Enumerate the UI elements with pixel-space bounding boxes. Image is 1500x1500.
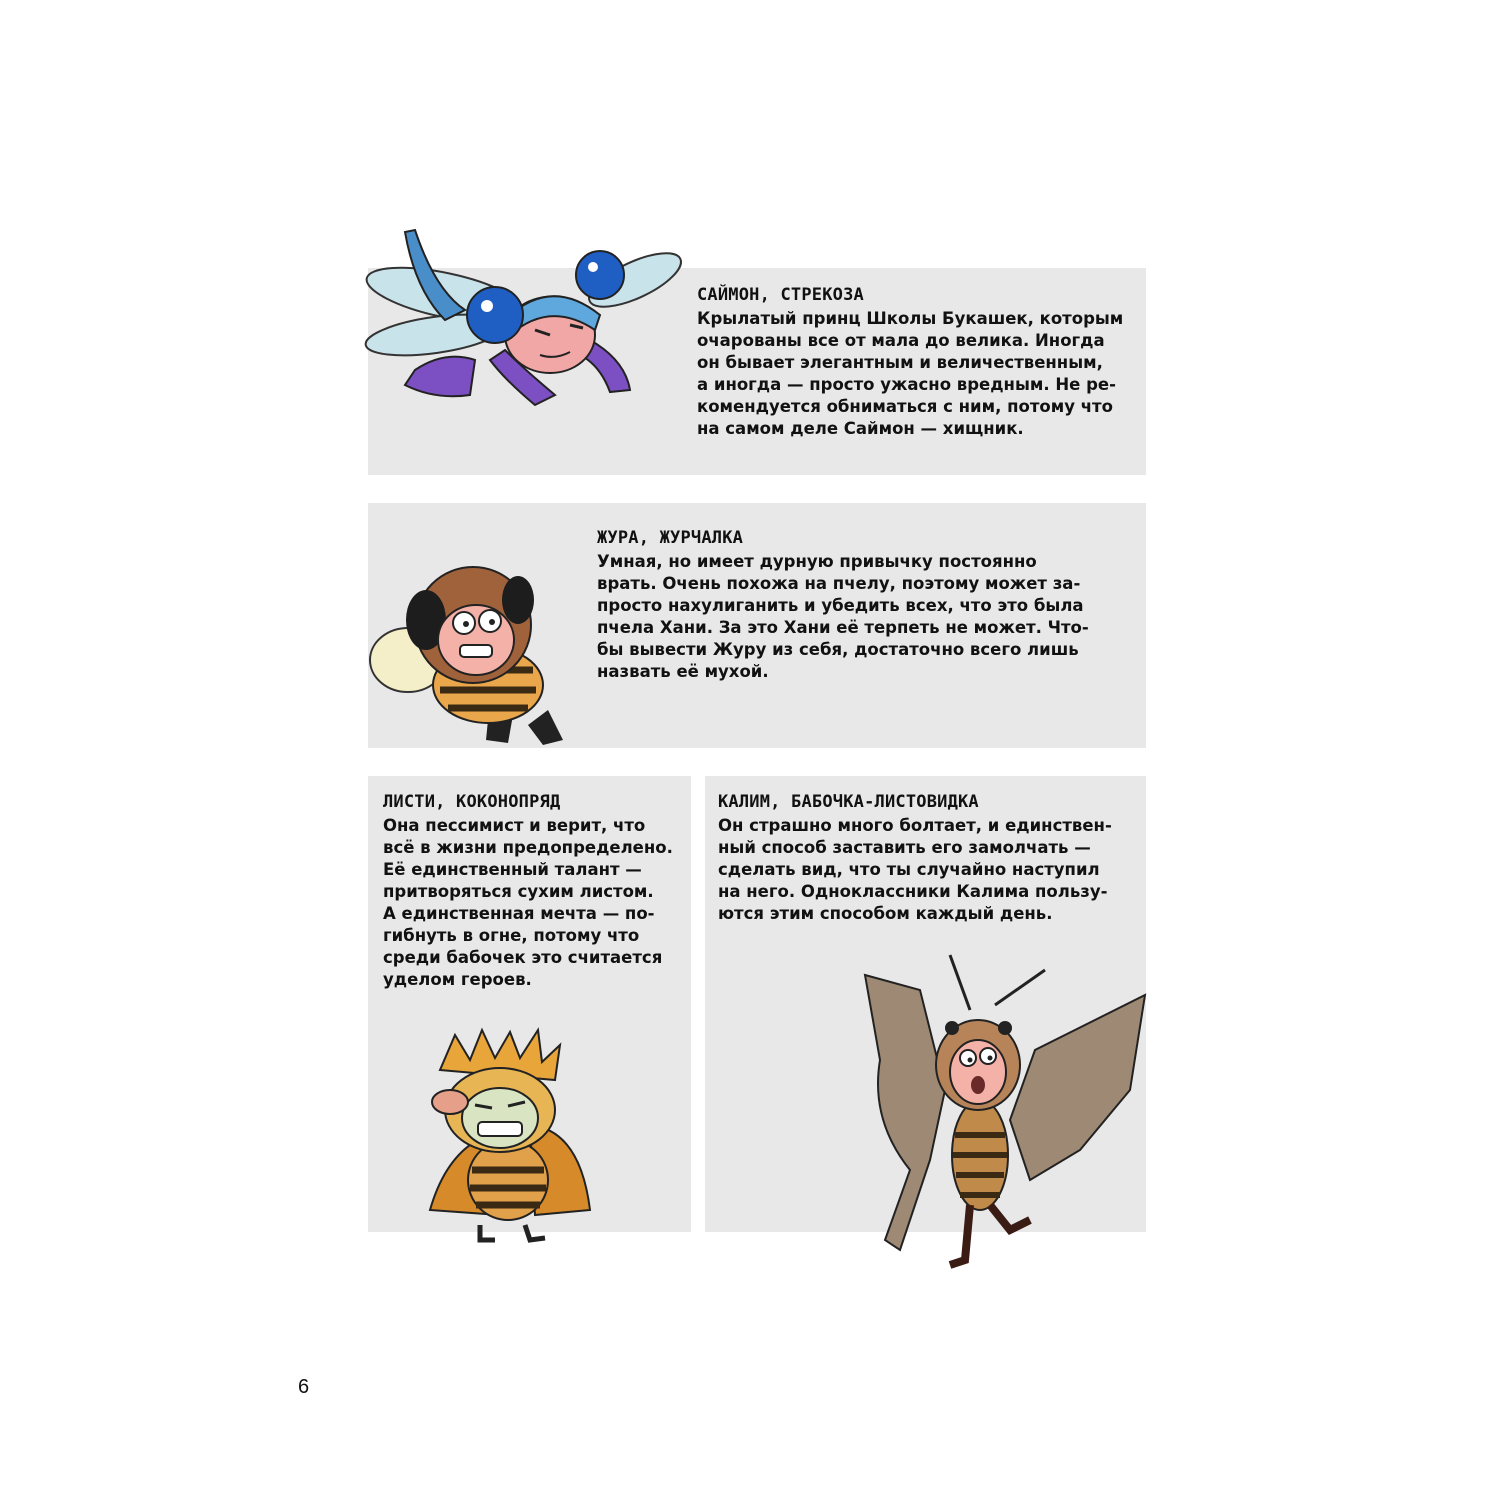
simon-description: Крылатый принц Школы Букашек, которым очарованы все от мала до велика. Иногда он бывает элегантным и величественным, а иногда — просто ужасно вредным. Не ре- комендуется обниматься с ним, потому что на самом деле Саймон — хищник.: [697, 309, 1124, 438]
dragonfly-illustration: [355, 220, 690, 420]
listi-title: ЛИСТИ, КОКОНОПРЯД: [383, 792, 561, 812]
leaf-butterfly-illustration: [860, 950, 1150, 1280]
zhura-title: ЖУРА, ЖУРЧАЛКА: [597, 528, 744, 548]
hoverfly-illustration: [368, 545, 578, 750]
page-number: 6: [298, 1376, 310, 1398]
zhura-description: Умная, но имеет дурную привычку постоянно врать. Очень похожа на пчелу, поэтому может за- просто нахулиганить и убедить всех, что это была пчела Хани. За это Хани её терпеть не может. Что- бы вывести Журу из себя, достаточно всего лишь назвать её мухой.: [597, 552, 1089, 681]
moth-illustration: [420, 1030, 600, 1245]
listi-description: Она пессимист и верит, что всё в жизни предопределено. Её единственный талант — притворяться сухим листом. А единственная мечта — по- гибнуть в огне, потому что среди бабочек это считается уделом героев.: [383, 816, 673, 989]
kalim-description: Он страшно много болтает, и единствен- ный способ заставить его замолчать — сделать вид, что ты случайно наступил на него. Одноклассники Калима пользу- ются этим способом каждый день.: [718, 816, 1112, 923]
simon-title: САЙМОН, СТРЕКОЗА: [697, 285, 864, 305]
kalim-title: КАЛИМ, БАБОЧКА-ЛИСТОВИДКА: [718, 792, 979, 812]
